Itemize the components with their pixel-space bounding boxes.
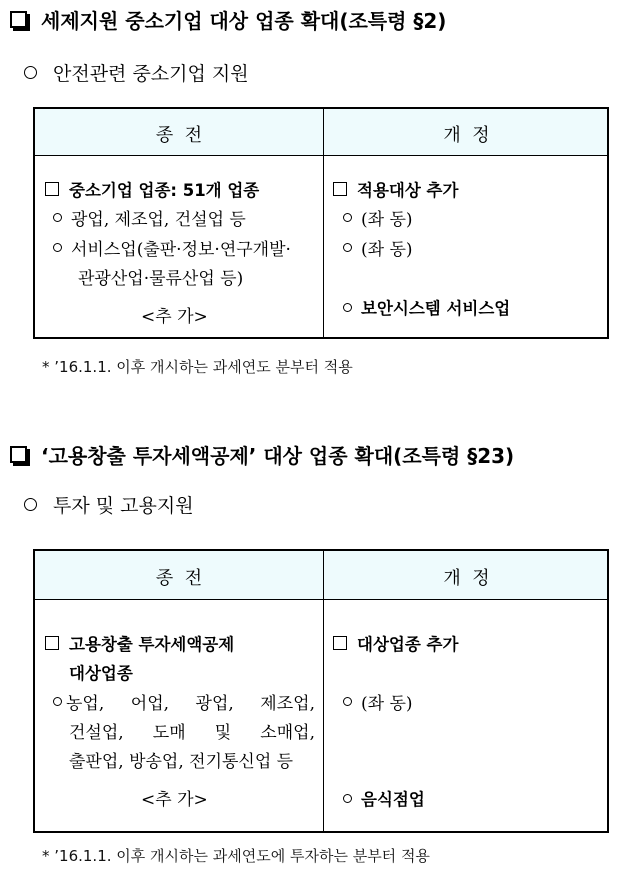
word: 농업, [66, 694, 105, 714]
section2-left-item-line2-words [69, 718, 315, 743]
section2-header-left: 종 전 [155, 568, 203, 589]
checkbox-square-icon [45, 636, 59, 650]
section1-right-added-text: 보안시스템 서비스업 [361, 299, 511, 318]
section1-heading [10, 5, 446, 34]
word: 및 [214, 723, 232, 743]
section2-left-item-line3-text: 출판업, 방송업, 전기통신업 등 [69, 752, 294, 772]
word: 소매업, [260, 723, 315, 743]
circle-bullet-icon [53, 213, 62, 222]
section2-right-added-text: 음식점업 [361, 790, 425, 809]
section2-heading-text: ‘고용창출 투자세액공제’ 대상 업종 확대(조특령 §23) [41, 444, 515, 468]
section2-right-item-1-text: (좌 동) [361, 694, 413, 714]
word: 제조업, [260, 694, 315, 714]
section1-right-title [333, 177, 458, 201]
checkbox-square-icon [10, 446, 27, 463]
circle-bullet-icon [24, 498, 37, 511]
section1-left-title [45, 177, 259, 201]
section2-left-title-line1: 고용창출 투자세액공제 [69, 635, 235, 654]
section1-subheading [24, 59, 249, 86]
circle-bullet-icon [53, 697, 62, 706]
section1-table [33, 107, 609, 339]
circle-bullet-icon [53, 243, 62, 252]
section2-subheading-text: 투자 및 고용지원 [53, 495, 194, 517]
section2-heading [10, 440, 514, 469]
word: 어업, [130, 694, 170, 714]
circle-bullet-icon [343, 243, 352, 252]
checkbox-square-icon [333, 636, 347, 650]
section2-left-item-line1-words [66, 689, 315, 714]
checkbox-square-icon [10, 11, 27, 28]
section2-left-item-line2 [69, 718, 315, 743]
section1-left-add-label-text: <추 가> [141, 307, 208, 327]
section2-subheading [24, 491, 194, 518]
section1-left-item-2-text: 서비스업(출판·정보·연구개발· [71, 240, 291, 260]
section2-left-add-label [141, 785, 208, 810]
checkbox-square-icon [45, 182, 59, 196]
circle-bullet-icon [343, 213, 352, 222]
section2-left-add-label-text: <추 가> [141, 790, 208, 810]
section1-note: * ’16.1.1. 이후 개시하는 과세연도 분부터 적용 [42, 358, 353, 376]
section1-right-item-2 [343, 235, 413, 260]
section1-right-added [343, 295, 510, 319]
section2-left-item-line1 [53, 689, 315, 714]
section2-right-item-1 [343, 689, 413, 714]
section1-header-right: 개 정 [443, 125, 490, 146]
section2-left-title-line2: 대상업종 [69, 664, 133, 683]
word: 건설업, [69, 723, 124, 743]
section2-right-title [333, 631, 458, 655]
section1-right-title-text: 적용대상 추가 [357, 181, 459, 200]
section1-left-title-text: 중소기업 업종: 51개 업종 [69, 181, 260, 200]
section2-header-right: 개 정 [443, 568, 490, 589]
word: 광업, [195, 694, 234, 714]
section1-right-item-1 [343, 205, 413, 230]
circle-bullet-icon [343, 697, 352, 706]
section2-left-title-cont [69, 660, 133, 684]
section2-table-divider [323, 551, 324, 831]
section1-left-item-2-cont [78, 264, 243, 289]
section1-left-item-1-text: 광업, 제조업, 건설업 등 [71, 210, 246, 230]
section2-table [33, 549, 609, 833]
section1-header-left: 종 전 [155, 125, 203, 146]
section1-left-item-1 [53, 205, 246, 230]
section1-left-item-2-cont-text: 관광산업·물류산업 등) [78, 269, 244, 289]
section1-right-item-2-text: (좌 동) [361, 240, 413, 260]
section1-left-item-2 [53, 235, 291, 260]
section1-heading-text: 세제지원 중소기업 대상 업종 확대(조특령 §2) [41, 9, 447, 33]
circle-bullet-icon [24, 66, 37, 79]
section1-subheading-text: 안전관련 중소기업 지원 [53, 63, 249, 85]
section1-left-add-label [141, 302, 208, 327]
section2-left-title [45, 631, 234, 655]
section2-right-added [343, 786, 425, 810]
section2-left-item-line3 [69, 747, 293, 772]
section1-right-item-1-text: (좌 동) [361, 210, 413, 230]
checkbox-square-icon [333, 182, 347, 196]
section2-right-title-text: 대상업종 추가 [357, 635, 459, 654]
circle-bullet-icon [343, 794, 352, 803]
circle-bullet-icon [343, 303, 352, 312]
word: 도매 [152, 723, 186, 743]
section2-note: * ’16.1.1. 이후 개시하는 과세연도에 투자하는 분부터 적용 [42, 847, 430, 865]
